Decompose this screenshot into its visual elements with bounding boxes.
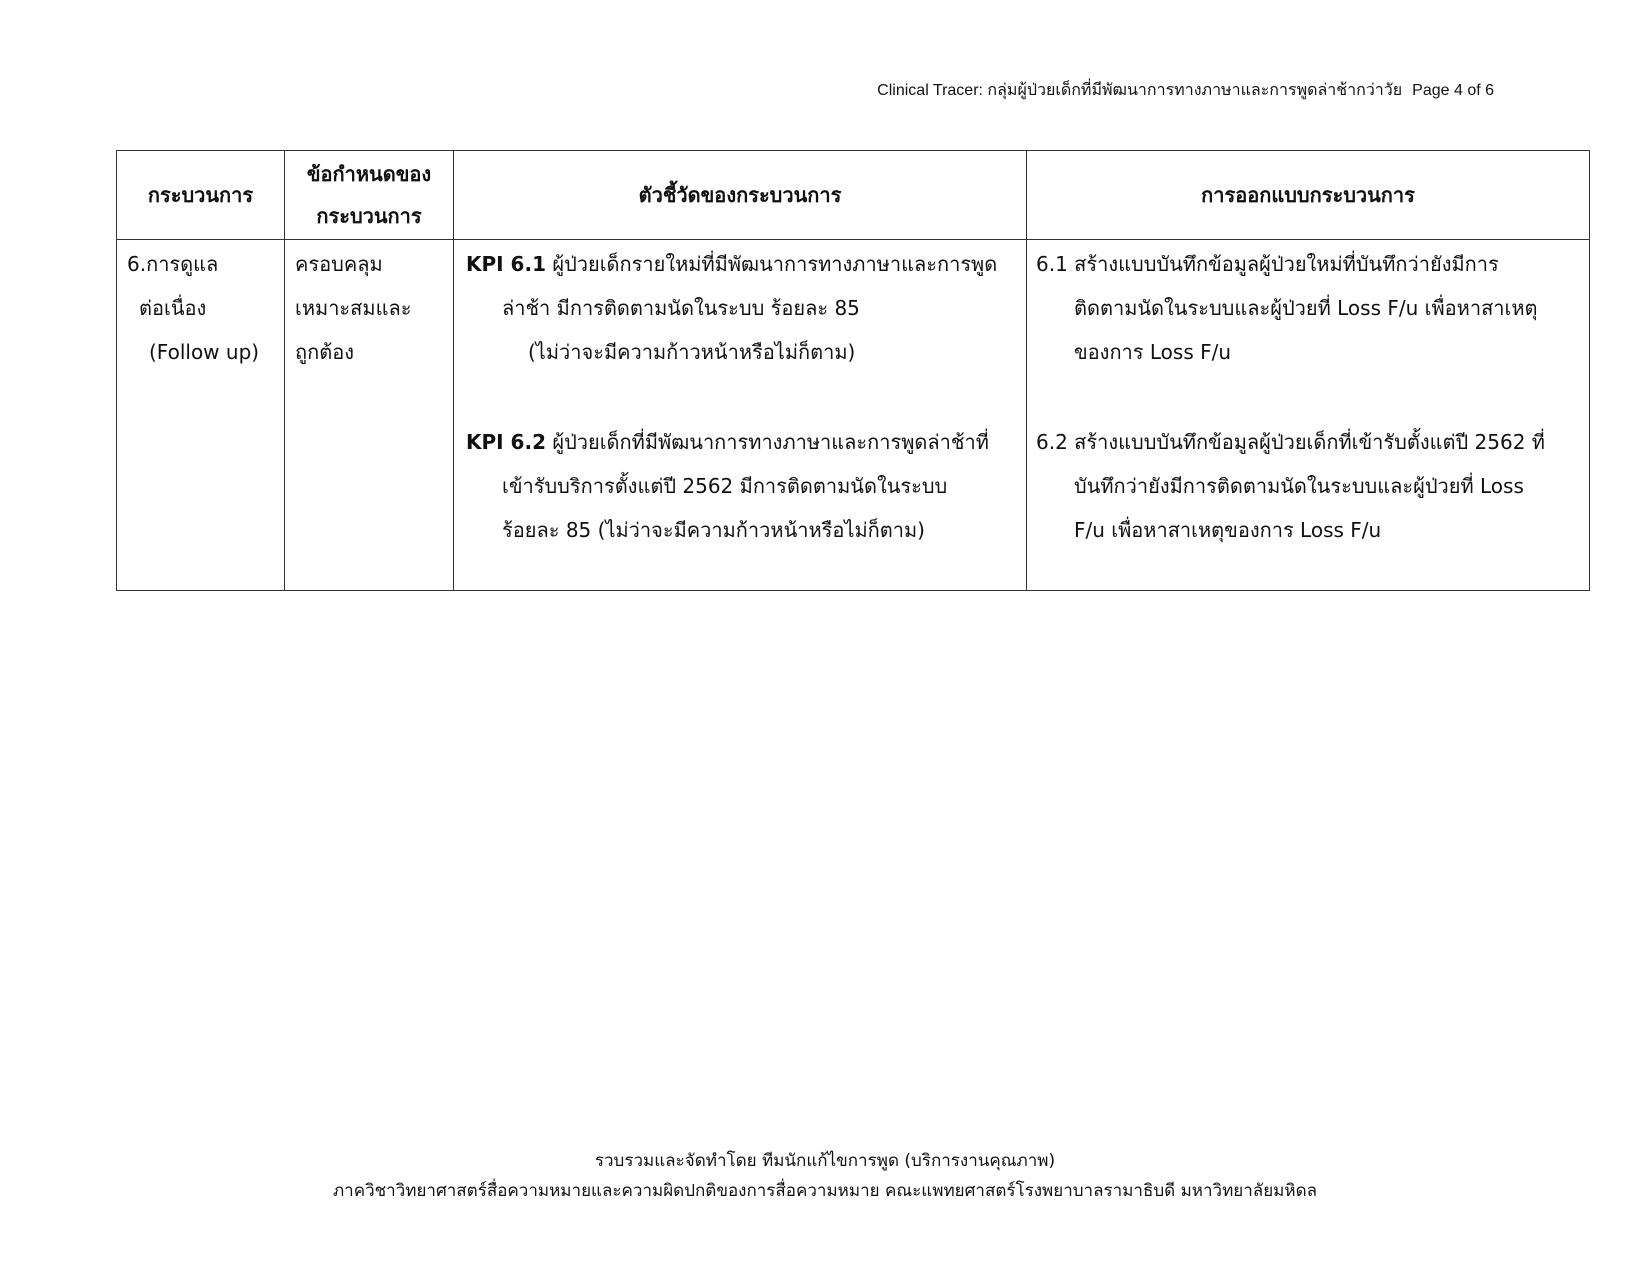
header-indicator: ตัวชี้วัดของกระบวนการ: [454, 151, 1027, 240]
kpi-item: [454, 418, 1026, 552]
requirement-line: เหมาะสมและ: [295, 296, 412, 320]
kpi-text: (ไม่ว่าจะมีความก้าวหน้าหรือไม่ก็ตาม): [528, 340, 856, 364]
design-text: F/u เพื่อหาสาเหตุของการ Loss F/u: [1074, 518, 1382, 542]
footer-line: รวบรวมและจัดทำโดย ทีมนักแก้ไขการพูด (บริการงานคุณภาพ): [594, 1151, 1056, 1171]
header-requirement-line2: กระบวนการ: [316, 204, 422, 228]
table-row: [117, 240, 1590, 591]
design-text: ติดตามนัดในระบบและผู้ป่วยที่ Loss F/u เพื่อหาสาเหตุ: [1074, 296, 1538, 320]
kpi-item: [454, 240, 1026, 374]
header-requirement-line1: ข้อกำหนดของ: [306, 162, 432, 186]
kpi-id: KPI 6.2: [466, 430, 546, 454]
page-number: Page 4 of 6: [1412, 82, 1494, 99]
design-cell: [1027, 240, 1590, 591]
design-text: ของการ Loss F/u: [1074, 340, 1232, 364]
kpi-text: ผู้ป่วยเด็กรายใหม่ที่มีพัฒนาการทางภาษาและการพูด: [552, 252, 998, 276]
document-title: Clinical Tracer: กลุ่มผู้ป่วยเด็กที่มีพัฒนาการทางภาษาและการพูดล่าช้ากว่าวัย: [877, 82, 1403, 99]
footer-line: ภาควิชาวิทยาศาสตร์สื่อความหมายและความผิดปกติของการสื่อความหมาย คณะแพทยศาสตร์โรงพยาบาลรามาธิบดี มหาวิทยาลัยมหิดล: [332, 1181, 1318, 1201]
design-item: [1027, 418, 1589, 552]
clinical-tracer-table: [116, 150, 1590, 591]
design-text: บันทึกว่ายังมีการติดตามนัดในระบบและผู้ป่วยที่ Loss: [1074, 474, 1524, 498]
design-text: 6.2 สร้างแบบบันทึกข้อมูลผู้ป่วยเด็กที่เข้ารับตั้งแต่ปี 2562 ที่: [1036, 430, 1545, 454]
process-line: 6.การดูแล: [127, 252, 219, 276]
table-header-row: [117, 151, 1590, 240]
process-line: (Follow up): [149, 340, 260, 364]
header-requirement: [285, 151, 454, 240]
process-cell: [117, 240, 285, 591]
process-line: ต่อเนื่อง: [139, 296, 207, 320]
page-header: [877, 78, 1494, 103]
design-item: [1027, 240, 1589, 374]
kpi-text: ล่าช้า มีการติดตามนัดในระบบ ร้อยละ 85: [502, 296, 860, 320]
design-text: 6.1 สร้างแบบบันทึกข้อมูลผู้ป่วยใหม่ที่บันทึกว่ายังมีการ: [1036, 252, 1499, 276]
kpi-id: KPI 6.1: [466, 252, 546, 276]
indicator-cell: [454, 240, 1027, 591]
kpi-text: ผู้ป่วยเด็กที่มีพัฒนาการทางภาษาและการพูดล่าช้าที่: [552, 430, 989, 454]
header-design: การออกแบบกระบวนการ: [1027, 151, 1590, 240]
header-process: กระบวนการ: [117, 151, 285, 240]
kpi-text: ร้อยละ 85 (ไม่ว่าจะมีความก้าวหน้าหรือไม่ก็ตาม): [502, 518, 925, 542]
requirement-line: ครอบคลุม: [295, 252, 383, 276]
page-footer: [0, 1146, 1650, 1206]
requirement-line: ถูกต้อง: [295, 340, 354, 364]
requirement-cell: [285, 240, 454, 591]
kpi-text: เข้ารับบริการตั้งแต่ปี 2562 มีการติดตามนัดในระบบ: [502, 474, 948, 498]
